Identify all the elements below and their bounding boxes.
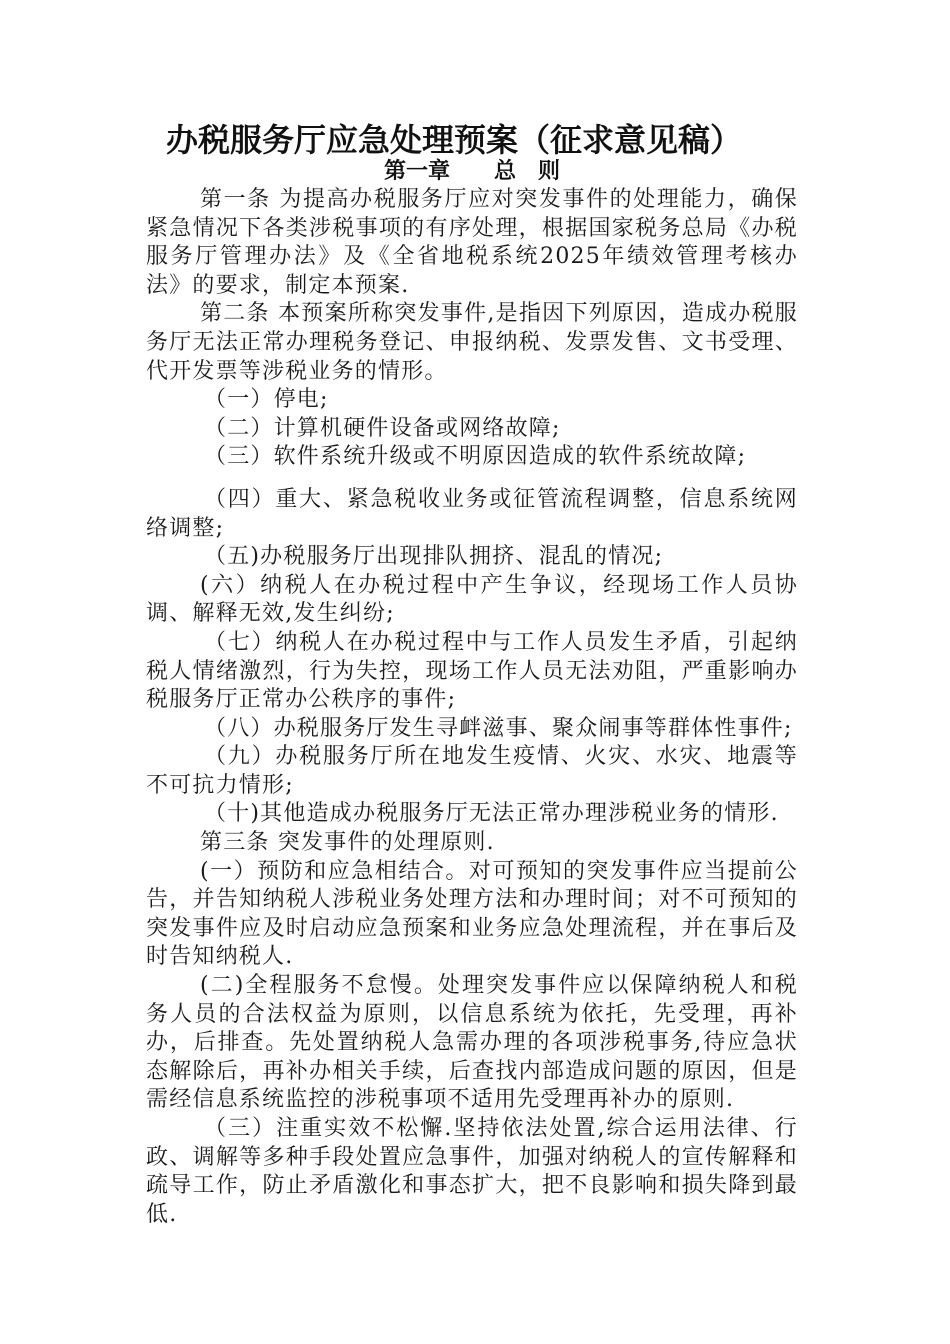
list-item: （三）软件系统升级或不明原因造成的软件系统故障; <box>204 444 747 470</box>
list-item: （八）办税服务厅发生寻衅滋事、聚众闹事等群体性事件; <box>204 715 793 741</box>
list-item: （十)其他造成办税服务厅无法正常办理涉税业务的情形. <box>204 801 779 827</box>
principle-item: (一）预防和应急相结合。对可预知的突发事件应当提前公告，并告知纳税人涉税业务处理方法和办理时间；对不可预知的突发事件应及时启动应急预案和业务应急处理流程，并在事后及时告知纳税人. <box>146 858 798 970</box>
article-1: 第一条 为提高办税服务厅应对突发事件的处理能力，确保紧急情况下各类涉税事项的有序处理，根据国家税务总局《办税服务厅管理办法》及《全省地税系统2025年绩效管理考核办法》的要求，制定本预案. <box>146 187 798 298</box>
chapter-heading: 第一章 总 则 <box>383 159 560 184</box>
list-item: （四）重大、紧急税收业务或征管流程调整，信息系统网络调整; <box>146 486 798 541</box>
list-item: （九）办税服务厅所在地发生疫情、火灾、水灾、地震等不可抗力情形; <box>146 744 798 798</box>
list-item: （一）停电; <box>204 387 329 413</box>
list-item: （五)办税服务厅出现排队拥挤、混乱的情况; <box>204 544 664 570</box>
principle-item: （三）注重实效不松懈.坚持依法处置,综合运用法律、行政、调解等多种手段处置应急事件，加强对纳税人的宣传解释和疏导工作，防止矛盾激化和事态扩大，把不良影响和损失降到最低. <box>146 1116 798 1227</box>
list-item: （二）计算机硬件设备或网络故障; <box>204 415 561 441</box>
document-page <box>146 118 798 1229</box>
document-title: 办税服务厅应急处理预案（征求意见稿） <box>166 121 743 159</box>
article-2: 第二条 本预案所称突发事件,是指因下列原因，造成办税服务厅无法正常办理税务登记、申报纳税、发票发售、文书受理、代开发票等涉税业务的情形。 <box>146 301 798 384</box>
list-item: (六）纳税人在办税过程中产生争议，经现场工作人员协调、解释无效,发生纠纷; <box>146 572 798 627</box>
article-3: 第三条 突发事件的处理原则. <box>200 830 495 856</box>
principle-item: (二)全程服务不怠慢。处理突发事件应以保障纳税人和税务人员的合法权益为原则，以信息系统为依托，先受理，再补办，后排查。先处置纳税人急需办理的各项涉税事务,待应急状态解除后，再补办相关手续，后查找内部造成问题的原因，但是需经信息系统监控的涉税事项不适用先受理再补办的原则. <box>146 973 798 1113</box>
list-item: （七）纳税人在办税过程中与工作人员发生矛盾，引起纳税人情绪激烈，行为失控，现场工作人员无法劝阻，严重影响办税服务厅正常办公秩序的事件; <box>146 629 798 713</box>
